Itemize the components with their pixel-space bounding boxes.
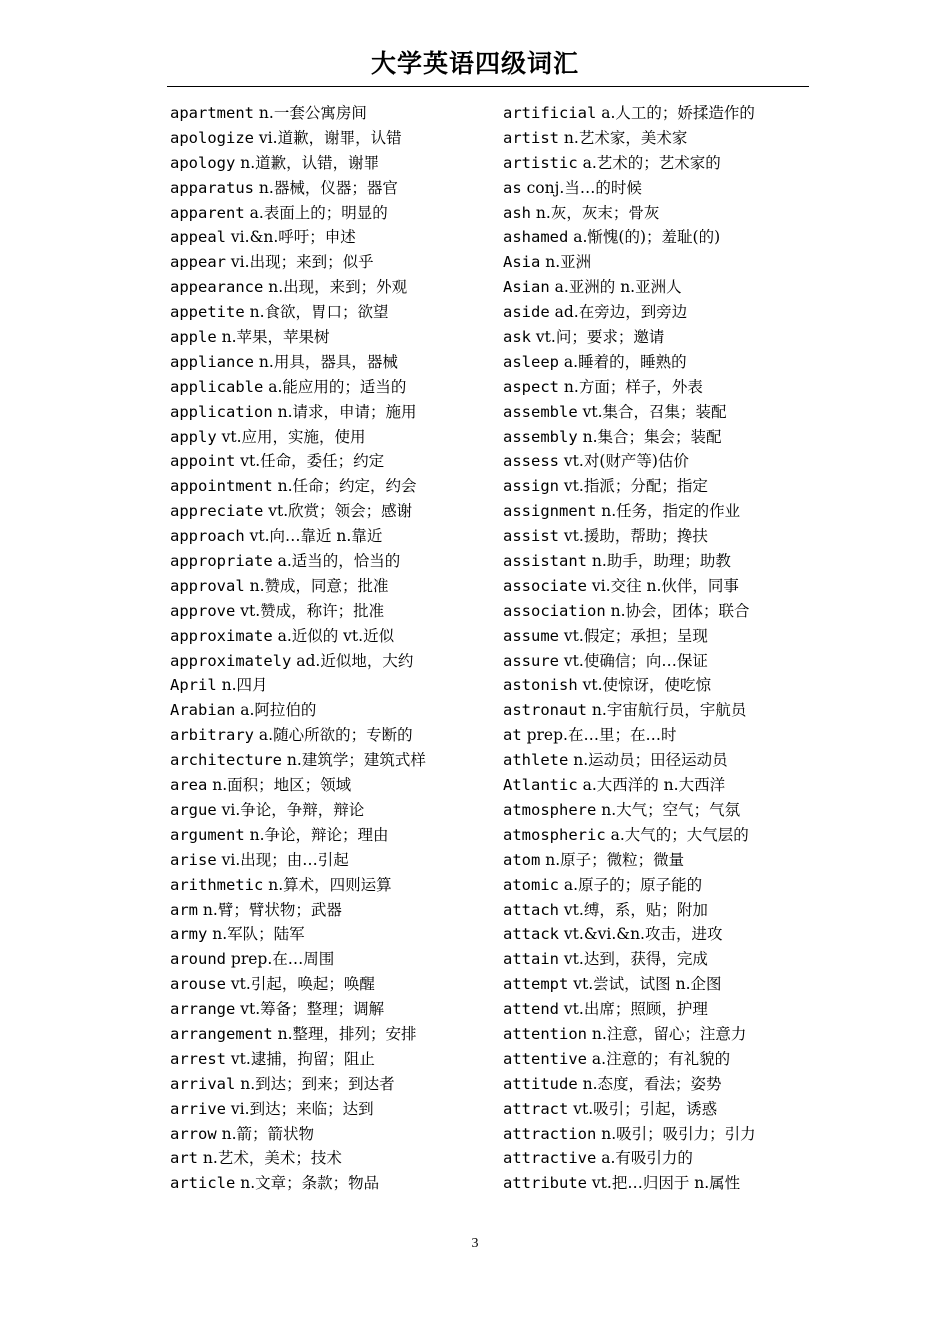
vocab-definition: n.苹果，苹果树 [216,328,330,347]
vocab-entry [503,449,803,474]
vocab-definition: n.宇宙航行员，宇航员 [587,701,747,720]
vocab-entry [170,101,490,126]
vocab-definition: vi.出现；来到；似乎 [226,253,374,272]
vocab-entry [503,798,803,823]
vocab-entry [170,1097,490,1122]
vocab-word: arbitrary [170,726,254,745]
vocab-word: approximate [170,626,273,645]
vocab-word: assembly [503,427,578,446]
vocab-definition: n.食欲，胃口；欲望 [244,303,389,322]
vocab-definition: n.到达；到来；到达者 [235,1074,395,1093]
vocab-definition: n.态度，看法；姿势 [577,1074,722,1093]
vocab-definition: vi.到达；来临；达到 [226,1099,374,1118]
vocab-word: arrange [170,1000,236,1019]
vocab-word: application [170,402,273,421]
vocab-entry [503,624,803,649]
vocab-definition: vt.集合，召集；装配 [577,402,727,421]
vocab-word: appreciate [170,502,264,521]
vocab-word: attach [503,900,559,919]
vocab-word: atom [503,850,541,869]
title-divider [167,86,809,87]
vocab-definition: a.阿拉伯的 [235,701,317,720]
vocab-entry [503,325,803,350]
vocab-word: ashamed [503,228,569,247]
vocab-entry [170,848,490,873]
vocab-entry [503,375,803,400]
vocab-definition: n.器械，仪器；器官 [254,178,398,197]
vocab-entry [503,549,803,574]
vocab-definition: vt.尝试，试图 n.企图 [568,975,722,994]
vocab-definition: vt.赞成，称许；批准 [235,601,385,620]
vocab-entry [503,400,803,425]
vocab-definition: vi.争论，争辩，辩论 [216,800,365,819]
vocab-definition: a.睡着的，睡熟的 [559,352,687,371]
vocab-word: attract [503,1099,569,1118]
vocab-definition: a.艺术的；艺术家的 [577,153,721,172]
vocab-entry [503,773,803,798]
vocab-word: assign [503,477,559,496]
vocab-entry [170,350,490,375]
vocab-word: assess [503,452,559,471]
vocab-entry [503,922,803,947]
vocab-word: approve [170,601,236,620]
vocab-entry [503,101,803,126]
vocab-word: attention [503,1024,587,1043]
vocab-entry [170,947,490,972]
vocab-word: apology [170,153,236,172]
vocab-definition: n.助手，助理；助教 [587,552,731,571]
vocab-definition: n.算术，四则运算 [263,875,392,894]
vocab-entry [170,1022,490,1047]
vocab-entry [170,126,490,151]
vocab-word: arrow [170,1124,217,1143]
vocab-word: Asian [503,278,550,297]
vocab-definition: vt.使惊讶，使吃惊 [577,676,711,695]
vocab-definition: a.有吸引力的 [596,1149,693,1168]
vocab-definition: vt.把…归因于 n.属性 [587,1174,741,1193]
vocab-entry [503,823,803,848]
vocab-definition: vt.问；要求；邀请 [531,328,665,347]
vocab-word: arrangement [170,1024,273,1043]
vocab-word: arise [170,850,217,869]
vocab-entry [170,499,490,524]
vocab-definition: vi.交往 n.伙伴，同事 [587,576,739,595]
vocab-definition: ad.在旁边，到旁边 [549,303,688,322]
vocab-word: attack [503,925,559,944]
vocab-entry [170,599,490,624]
vocab-word: association [503,601,606,620]
vocab-word: approach [170,527,245,546]
vocab-definition: n.用具，器具，器械 [254,352,398,371]
vocab-entry [170,624,490,649]
vocab-definition: a.原子的；原子能的 [559,875,703,894]
vocab-word: at [503,726,522,745]
vocab-entry [503,201,803,226]
vocab-entry [170,972,490,997]
vocab-word: attempt [503,975,569,994]
vocab-word: assume [503,626,559,645]
vocab-word: April [170,676,217,695]
vocab-entry [170,748,490,773]
vocab-definition: n.箭；箭状物 [216,1124,315,1143]
vocab-definition: vt.筹备；整理；调解 [235,1000,385,1019]
vocab-word: applicable [170,377,264,396]
vocab-definition: n.任命；约定，约会 [272,477,417,496]
vocab-entry [503,848,803,873]
vocab-entry [170,1171,490,1196]
vocab-word: arrival [170,1074,236,1093]
vocab-definition: n.艺术家，美术家 [559,128,688,147]
vocab-word: approximately [170,651,292,670]
vocab-definition: vt.向…靠近 n.靠近 [244,527,383,546]
vocab-word: appeal [170,228,226,247]
vocab-word: area [170,776,208,795]
vocab-word: atmosphere [503,800,597,819]
vocab-definition: ad.近似地，大约 [291,651,414,670]
vocab-definition: vt.欣赏；领会；感谢 [263,502,413,521]
vocab-entry [503,723,803,748]
vocab-definition: n.亚洲 [540,253,592,272]
vocab-entry [503,474,803,499]
vocab-word: argue [170,800,217,819]
vocab-entry [503,972,803,997]
vocab-entry [170,474,490,499]
vocab-word: ash [503,203,531,222]
vocab-definition: n.注意，留心；注意力 [587,1024,747,1043]
vocab-definition: vt.逮捕，拘留；阻止 [226,1049,375,1068]
vocab-column-right [503,101,803,1196]
vocab-definition: vt.出席；照顾，护理 [559,1000,708,1019]
vocab-definition: a.惭愧(的)；羞耻(的) [568,228,721,247]
vocab-word: assignment [503,502,597,521]
vocab-word: Asia [503,253,541,272]
vocab-definition: a.随心所欲的；专断的 [254,726,413,745]
vocab-word: arouse [170,975,226,994]
vocab-definition: n.协会，团体；联合 [605,601,750,620]
vocab-definition: a.表面上的；明显的 [244,203,388,222]
vocab-word: appropriate [170,552,273,571]
vocab-entry [170,873,490,898]
vocab-entry [170,300,490,325]
vocab-entry [503,1047,803,1072]
vocab-definition: n.军队；陆军 [207,925,305,944]
vocab-word: attend [503,1000,559,1019]
vocab-word: article [170,1174,236,1193]
vocab-entry [170,673,490,698]
vocab-entry [503,275,803,300]
page-number: 3 [471,1236,479,1251]
vocab-word: assemble [503,402,578,421]
vocab-definition: n.灰，灰末；骨灰 [531,203,660,222]
vocab-entry [170,201,490,226]
vocab-entry [170,375,490,400]
vocab-word: artificial [503,104,597,122]
vocab-entry [503,748,803,773]
vocab-word: appoint [170,452,236,471]
vocab-definition: n.吸引；吸引力；引力 [596,1124,756,1143]
vocab-entry [503,898,803,923]
vocab-definition: n.出现，来到；外观 [263,278,408,297]
vocab-word: arithmetic [170,875,264,894]
vocab-definition: vi.&n.呼吁；申述 [226,228,356,247]
vocab-entry [170,1047,490,1072]
vocab-definition: a.人工的；娇揉造作的 [596,104,755,122]
vocab-definition: n.原子；微粒；微量 [540,850,685,869]
vocab-entry [503,947,803,972]
vocab-word: ask [503,328,531,347]
vocab-entry [503,649,803,674]
vocab-definition: vt.对(财产等)估价 [559,452,689,471]
vocab-entry [170,400,490,425]
vocab-word: attain [503,950,559,969]
vocab-entry [170,151,490,176]
vocab-definition: n.四月 [216,676,268,695]
vocab-word: attractive [503,1149,597,1168]
vocab-word: assistant [503,552,587,571]
vocab-entry [170,997,490,1022]
vocab-definition: vi.道歉，谢罪，认错 [254,128,402,147]
vocab-entry [503,151,803,176]
vocab-word: apparent [170,203,245,222]
vocab-word: aspect [503,377,559,396]
vocab-word: attribute [503,1174,587,1193]
vocab-entry [170,425,490,450]
vocab-word: Arabian [170,701,236,720]
vocab-entry [170,823,490,848]
vocab-entry [503,997,803,1022]
vocab-entry [503,1022,803,1047]
vocab-definition: n.大气；空气；气氛 [596,800,741,819]
vocab-entry [170,549,490,574]
vocab-definition: prep.在…周围 [226,950,335,969]
vocab-entry [170,723,490,748]
vocab-entry [170,449,490,474]
vocab-word: astonish [503,676,578,695]
vocab-word: artist [503,128,559,147]
vocab-entry [170,176,490,201]
vocab-definition: n.赞成，同意；批准 [244,576,389,595]
vocab-word: argument [170,825,245,844]
vocab-word: artistic [503,153,578,172]
vocab-word: apologize [170,128,254,147]
vocab-word: asleep [503,352,559,371]
vocab-definition: n.面积；地区；领域 [207,776,352,795]
vocab-entry [503,250,803,275]
vocab-definition: a.近似的 vt.近似 [272,626,395,645]
vocab-word: as [503,178,522,197]
vocab-definition: vt.引起，唤起；唤醒 [226,975,375,994]
vocab-definition: a.大西洋的 n.大西洋 [577,776,726,795]
vocab-entry [503,425,803,450]
vocab-word: appointment [170,477,273,496]
vocab-entry [503,1072,803,1097]
vocab-entry [170,698,490,723]
vocab-entry [170,275,490,300]
vocab-word: appetite [170,303,245,322]
vocab-entry [503,1122,803,1147]
vocab-definition: vt.假定；承担；呈现 [559,626,708,645]
vocab-word: athlete [503,751,569,770]
vocab-definition: vt.&vi.&n.攻击，进攻 [559,925,723,944]
vocab-definition: a.适当的，恰当的 [272,552,401,571]
vocab-definition: a.大气的；大气层的 [605,825,749,844]
vocab-word: approval [170,576,245,595]
vocab-word: assist [503,527,559,546]
vocab-definition: n.建筑学；建筑式样 [281,751,426,770]
vocab-word: architecture [170,751,282,770]
vocab-word: appliance [170,352,254,371]
vocab-definition: a.能应用的；适当的 [263,377,407,396]
vocab-word: arrest [170,1049,226,1068]
vocab-entry [170,1146,490,1171]
vocab-entry [170,574,490,599]
vocab-definition: n.任务，指定的作业 [596,502,741,521]
vocab-entry [503,126,803,151]
vocab-definition: vt.使确信；向…保证 [559,651,708,670]
vocab-entry [503,176,803,201]
vocab-entry [503,574,803,599]
vocab-definition: n.艺术，美术；技术 [198,1149,342,1168]
vocab-word: apparatus [170,178,254,197]
vocab-entry [503,300,803,325]
vocab-word: art [170,1149,198,1168]
vocab-entry [503,524,803,549]
vocab-definition: n.方面；样子，外表 [559,377,703,396]
vocab-definition: n.一套公寓房间 [254,104,367,122]
vocab-definition: vt.应用，实施，使用 [216,427,366,446]
vocab-entry [503,225,803,250]
vocab-word: appearance [170,278,264,297]
vocab-entry [503,673,803,698]
vocab-word: apple [170,328,217,347]
vocab-word: arrive [170,1099,226,1118]
vocab-definition: n.集合；集会；装配 [577,427,722,446]
vocab-entry [170,325,490,350]
vocab-word: around [170,950,226,969]
vocab-definition: n.运动员；田径运动员 [568,751,728,770]
vocab-word: attitude [503,1074,578,1093]
vocab-word: associate [503,576,587,595]
vocab-word: attentive [503,1049,587,1068]
vocab-definition: vt.援助，帮助；搀扶 [559,527,708,546]
vocab-definition: a.亚洲的 n.亚洲人 [549,278,682,297]
vocab-word: Atlantic [503,776,578,795]
vocab-definition: vt.达到，获得，完成 [559,950,708,969]
vocab-word: arm [170,900,198,919]
vocab-entry [503,698,803,723]
page-title: 大学英语四级词汇 [370,49,579,78]
vocab-entry [170,649,490,674]
vocab-entry [170,1122,490,1147]
vocab-entry [503,873,803,898]
vocab-entry [170,798,490,823]
vocab-column-left [170,101,490,1196]
vocab-entry [170,773,490,798]
vocab-definition: conj.当…的时候 [521,178,642,197]
vocab-word: aside [503,303,550,322]
vocab-definition: vt.任命，委任；约定 [235,452,385,471]
vocab-word: assure [503,651,559,670]
vocab-definition: n.臂；臂状物；武器 [198,900,342,919]
vocab-entry [503,350,803,375]
vocab-definition: vt.指派；分配；指定 [559,477,708,496]
vocab-word: army [170,925,208,944]
vocab-entry [503,1097,803,1122]
vocab-entry [170,1072,490,1097]
vocab-word: appear [170,253,226,272]
vocab-word: astronaut [503,701,587,720]
vocab-definition: vi.出现；由…引起 [216,850,349,869]
vocab-definition: vt.吸引；引起，诱惑 [568,1099,718,1118]
vocab-definition: n.文章；条款；物品 [235,1174,380,1193]
vocab-word: atomic [503,875,559,894]
vocab-definition: prep.在…里；在…时 [521,726,677,745]
vocab-entry [503,1146,803,1171]
vocab-entry [503,1171,803,1196]
vocab-definition: n.整理，排列；安排 [272,1024,417,1043]
vocab-definition: vt.缚，系，贴；附加 [559,900,708,919]
vocab-entry [503,599,803,624]
vocab-definition: n.道歉，认错，谢罪 [235,153,380,172]
vocab-entry [170,922,490,947]
vocab-word: apply [170,427,217,446]
vocab-entry [503,499,803,524]
vocab-definition: n.请求，申请；施用 [272,402,417,421]
vocab-definition: a.注意的；有礼貌的 [587,1049,731,1068]
vocab-entry [170,898,490,923]
vocab-entry [170,250,490,275]
vocab-word: attraction [503,1124,597,1143]
vocab-definition: n.争论，辩论；理由 [244,825,389,844]
vocab-entry [170,225,490,250]
vocab-word: atmospheric [503,825,606,844]
vocab-entry [170,524,490,549]
vocab-word: apartment [170,104,254,122]
